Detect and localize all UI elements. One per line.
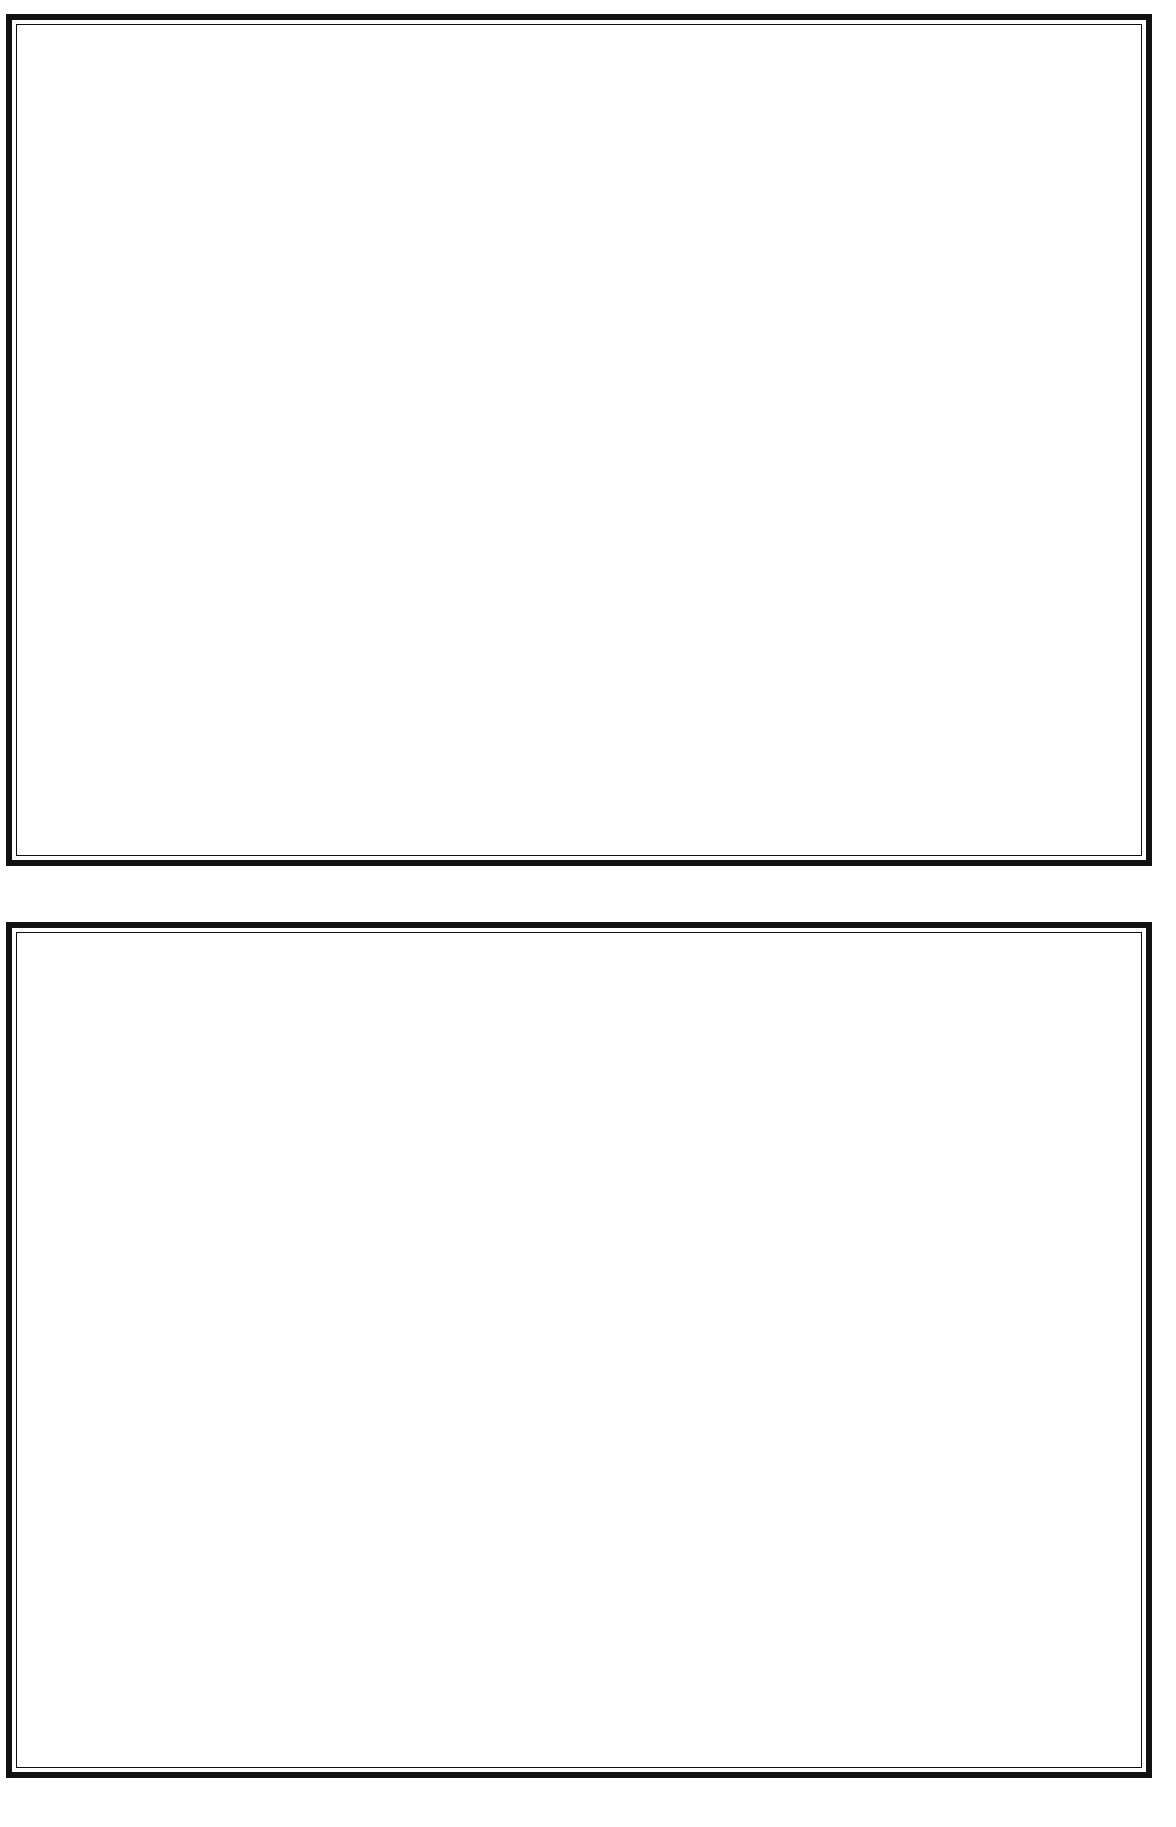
upper-page-columns (20, 30, 1138, 852)
lower-page-columns (20, 938, 1138, 1764)
lower-page (6, 922, 1152, 1778)
upper-page (6, 14, 1152, 866)
